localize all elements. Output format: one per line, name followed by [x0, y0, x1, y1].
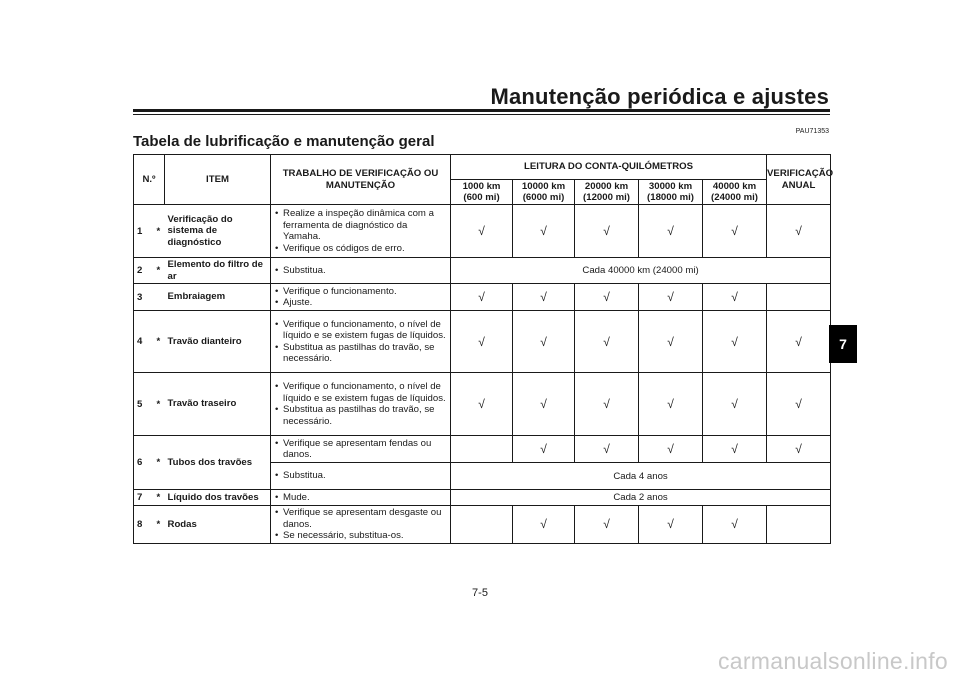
check-mark: √ [513, 506, 575, 544]
page-header-title: Manutenção periódica e ajustes [490, 84, 829, 109]
header-odometer-col [451, 180, 513, 205]
work-list-item: • Verifique se apresentam desgaste ou danos. [274, 507, 447, 530]
check-mark: √ [639, 311, 703, 373]
header-rule-thick [133, 109, 830, 112]
work-list [274, 492, 447, 504]
check-mark: √ [703, 373, 767, 436]
header-rule-thin [133, 114, 830, 115]
check-mark: √ [703, 284, 767, 311]
work-list [274, 286, 447, 309]
row-star [154, 284, 165, 311]
table-row [134, 373, 831, 436]
work-list-item: • Substitua. [274, 265, 447, 277]
check-mark: √ [451, 284, 513, 311]
row-item: Travão traseiro [165, 373, 271, 436]
work-list-item: • Ajuste. [274, 297, 447, 309]
row-number: 8 [134, 506, 154, 544]
odometer-km-label: 10000 km [521, 180, 566, 192]
table-row [134, 311, 831, 373]
check-mark: √ [703, 205, 767, 258]
row-number: 5 [134, 373, 154, 436]
interval-text: Cada 40000 km (24000 mi) [451, 258, 831, 284]
odometer-km-label: 30000 km [648, 180, 693, 192]
work-list-item: • Se necessário, substitua-os. [274, 530, 447, 542]
row-number: 2 [134, 258, 154, 284]
check-mark: √ [513, 284, 575, 311]
header-odometer: LEITURA DO CONTA-QUILÓMETROS [451, 155, 767, 180]
work-cell [271, 373, 451, 436]
row-number: 4 [134, 311, 154, 373]
work-cell [271, 463, 451, 490]
odometer-mi-label: (24000 mi) [711, 192, 758, 203]
row-star: * [154, 373, 165, 436]
work-cell [271, 258, 451, 284]
table-row [134, 506, 831, 544]
check-mark: √ [575, 506, 639, 544]
odometer-mi-label: (12000 mi) [583, 192, 630, 203]
check-mark: √ [767, 205, 831, 258]
check-mark: √ [451, 373, 513, 436]
check-mark: √ [575, 311, 639, 373]
work-list-item: • Substitua as pastilhas do travão, se necessário. [274, 342, 447, 365]
empty-check-cell [451, 506, 513, 544]
header-work: TRABALHO DE VERIFICAÇÃO OU MANUTENÇÃO [271, 155, 451, 205]
work-list-item: • Verifique o funcionamento, o nível de líquido e se existem fugas de líquidos. [274, 381, 447, 404]
check-mark: √ [513, 436, 575, 463]
check-mark: √ [703, 506, 767, 544]
check-mark: √ [575, 436, 639, 463]
header-annual [767, 155, 834, 205]
row-star: * [154, 311, 165, 373]
work-list [274, 208, 447, 254]
row-item: Verificação do sistema de diagnóstico [165, 205, 271, 258]
section-title: Tabela de lubrificação e manutenção geral [133, 133, 435, 150]
maintenance-table [133, 154, 834, 544]
table-row [134, 258, 831, 284]
odometer-km-label: 40000 km [712, 180, 757, 192]
empty-check-cell [767, 506, 831, 544]
interval-text: Cada 2 anos [451, 490, 831, 506]
odometer-km-label: 1000 km [462, 180, 501, 192]
odometer-mi-label: (18000 mi) [647, 192, 694, 203]
odometer-mi-label: (6000 mi) [522, 192, 565, 203]
work-list-item: • Substitua. [274, 470, 447, 482]
row-star: * [154, 258, 165, 284]
empty-check-cell [451, 436, 513, 463]
table-row [134, 205, 831, 258]
header-item: ITEM [165, 155, 271, 205]
page-number: 7-5 [472, 587, 488, 599]
work-cell [271, 436, 451, 463]
interval-text: Cada 4 anos [451, 463, 831, 490]
row-star: * [154, 205, 165, 258]
check-mark: √ [767, 311, 831, 373]
work-cell [271, 311, 451, 373]
watermark: carmanualsonline.info [717, 648, 948, 674]
check-mark: √ [639, 436, 703, 463]
table-row [134, 436, 831, 463]
check-mark: √ [767, 436, 831, 463]
work-cell [271, 205, 451, 258]
header-odometer-col [703, 180, 767, 205]
check-mark: √ [575, 284, 639, 311]
check-mark: √ [513, 373, 575, 436]
odometer-km-label: 20000 km [584, 180, 629, 192]
check-mark: √ [703, 436, 767, 463]
work-list-item: • Verifique o funcionamento, o nível de líquido e se existem fugas de líquidos. [274, 319, 447, 342]
header-odometer-col [575, 180, 639, 205]
work-cell [271, 490, 451, 506]
work-cell [271, 506, 451, 544]
check-mark: √ [451, 311, 513, 373]
work-list [274, 507, 447, 542]
work-list-item: • Verifique os códigos de erro. [274, 243, 447, 255]
row-star: * [154, 490, 165, 506]
header-annual-line1: VERIFICAÇÃO [767, 168, 834, 180]
work-list [274, 470, 447, 482]
table-row [134, 284, 831, 311]
header-num: N.º [134, 155, 165, 205]
work-list-item: • Verifique o funcionamento. [274, 286, 447, 298]
row-number: 6 [134, 436, 154, 490]
row-item: Embraiagem [165, 284, 271, 311]
row-item: Tubos dos travões [165, 436, 271, 490]
row-item: Elemento do filtro de ar [165, 258, 271, 284]
row-item: Travão dianteiro [165, 311, 271, 373]
work-list-item: • Realize a inspeção dinâmica com a ferramenta de diagnóstico da Yamaha. [274, 208, 447, 243]
work-list [274, 265, 447, 277]
row-number: 7 [134, 490, 154, 506]
check-mark: √ [513, 205, 575, 258]
check-mark: √ [575, 373, 639, 436]
check-mark: √ [639, 284, 703, 311]
header-odometer-col [639, 180, 703, 205]
row-star: * [154, 436, 165, 490]
check-mark: √ [639, 205, 703, 258]
row-item: Rodas [165, 506, 271, 544]
row-number: 3 [134, 284, 154, 311]
chapter-tab: 7 [829, 325, 857, 363]
work-list [274, 319, 447, 365]
reference-code: PAU71353 [795, 128, 829, 135]
work-list-item: • Substitua as pastilhas do travão, se necessário. [274, 404, 447, 427]
work-list [274, 438, 447, 461]
check-mark: √ [767, 373, 831, 436]
row-star: * [154, 506, 165, 544]
work-list [274, 381, 447, 427]
table-row [134, 490, 831, 506]
check-mark: √ [513, 311, 575, 373]
header-odometer-col [513, 180, 575, 205]
empty-check-cell [767, 284, 831, 311]
row-item: Líquido dos travões [165, 490, 271, 506]
check-mark: √ [703, 311, 767, 373]
check-mark: √ [639, 506, 703, 544]
header-annual-line2: ANUAL [781, 179, 816, 191]
check-mark: √ [451, 205, 513, 258]
row-number: 1 [134, 205, 154, 258]
check-mark: √ [639, 373, 703, 436]
check-mark: √ [575, 205, 639, 258]
work-list-item: • Mude. [274, 492, 447, 504]
odometer-mi-label: (600 mi) [463, 192, 500, 203]
work-cell [271, 284, 451, 311]
work-list-item: • Verifique se apresentam fendas ou danos. [274, 438, 447, 461]
